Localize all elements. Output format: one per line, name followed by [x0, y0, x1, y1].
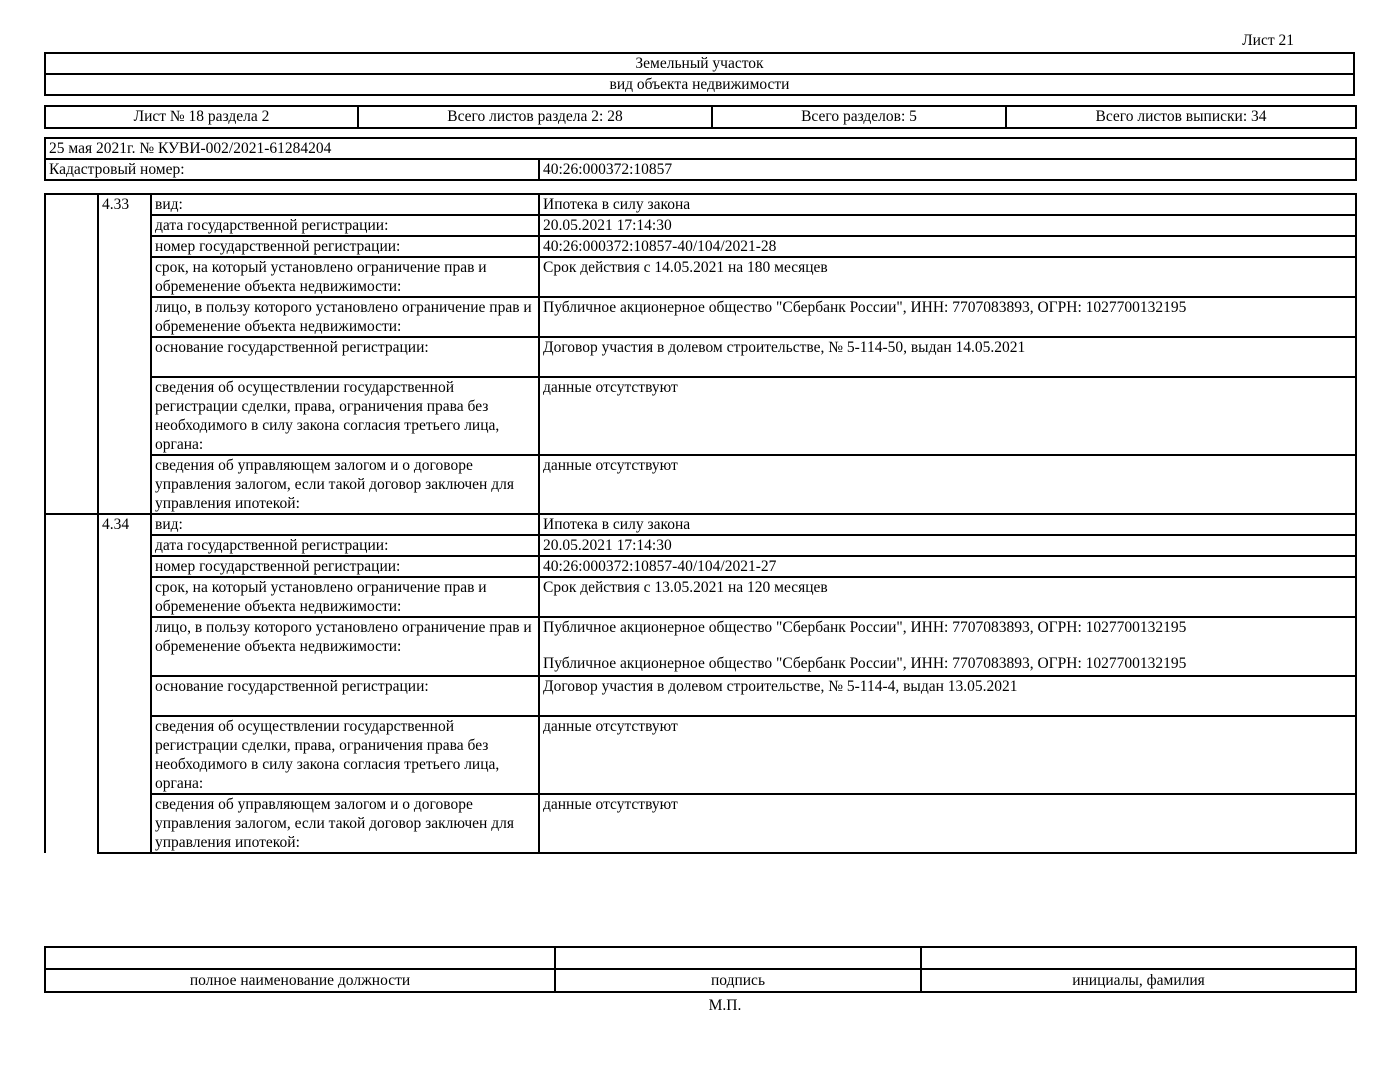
sheet-counters	[44, 105, 1357, 129]
object-title: Земельный участок	[45, 53, 1354, 74]
row-label: сведения об управляющем залогом и о договоре управления залогом, если такой договор заключен для управления ипотекой:	[151, 794, 539, 853]
row-value: Ипотека в силу закона	[539, 194, 1356, 215]
row-label: лицо, в пользу которого установлено ограничение прав и обременение объекта недвижимости:	[151, 297, 539, 337]
row-label: срок, на который установлено ограничение прав и обременение объекта недвижимости:	[151, 257, 539, 297]
signature-block	[44, 946, 1357, 993]
cadastral-label: Кадастровый номер:	[45, 159, 539, 180]
signature-field	[555, 947, 921, 969]
row-value: Срок действия с 13.05.2021 на 120 месяцев	[539, 577, 1356, 617]
table-row	[45, 194, 1356, 215]
extract-meta	[44, 137, 1357, 181]
row-label: дата государственной регистрации:	[151, 535, 539, 556]
table-row	[45, 377, 1356, 455]
row-label: основание государственной регистрации:	[151, 676, 539, 716]
name-caption: инициалы, фамилия	[921, 969, 1356, 992]
row-label: номер государственной регистрации:	[151, 556, 539, 577]
table-row	[45, 297, 1356, 337]
table-row	[45, 676, 1356, 716]
row-label: лицо, в пользу которого установлено ограничение прав и обременение объекта недвижимости:	[151, 617, 539, 676]
row-label: срок, на который установлено ограничение прав и обременение объекта недвижимости:	[151, 577, 539, 617]
row-value: Срок действия с 14.05.2021 на 180 месяцев	[539, 257, 1356, 297]
row-value: данные отсутствуют	[539, 377, 1356, 455]
table-row	[45, 535, 1356, 556]
row-value: Публичное акционерное общество "Сбербанк России", ИНН: 7707083893, ОГРН: 1027700132195	[539, 297, 1356, 337]
row-label: основание государственной регистрации:	[151, 337, 539, 377]
sheet-number: Лист 21	[1242, 32, 1294, 49]
sheet-of-section: Лист № 18 раздела 2	[45, 106, 358, 128]
signature-caption: подпись	[555, 969, 921, 992]
row-label: вид:	[151, 514, 539, 535]
table-row	[45, 716, 1356, 794]
beneficiary-line: Публичное акционерное общество "Сбербанк России", ИНН: 7707083893, ОГРН: 1027700132195	[543, 619, 1187, 636]
table-row	[45, 455, 1356, 514]
table-row	[45, 556, 1356, 577]
beneficiary-line: Публичное акционерное общество "Сбербанк России", ИНН: 7707083893, ОГРН: 1027700132195	[543, 655, 1187, 672]
row-value: 20.05.2021 17:14:30	[539, 215, 1356, 236]
table-row	[45, 337, 1356, 377]
table-row	[45, 215, 1356, 236]
position-caption: полное наименование должности	[45, 969, 555, 992]
row-value: данные отсутствуют	[539, 455, 1356, 514]
table-row	[45, 514, 1356, 535]
row-value: данные отсутствуют	[539, 716, 1356, 794]
row-label: дата государственной регистрации:	[151, 215, 539, 236]
table-row	[45, 794, 1356, 853]
row-value: 40:26:000372:10857-40/104/2021-27	[539, 556, 1356, 577]
row-label: номер государственной регистрации:	[151, 236, 539, 257]
row-value: 20.05.2021 17:14:30	[539, 535, 1356, 556]
section-sheets-total: Всего листов раздела 2: 28	[358, 106, 712, 128]
encumbrance-table	[44, 193, 1357, 854]
row-value: Договор участия в долевом строительстве, № 5-114-50, выдан 14.05.2021	[539, 337, 1356, 377]
row-label: сведения об осуществлении государственной регистрации сделки, права, ограничения права без необходимого в силу закона согласия третьего лица, органа:	[151, 377, 539, 455]
record-number: 4.33	[98, 194, 151, 514]
cadastral-value: 40:26:000372:10857	[539, 159, 1356, 180]
table-row	[45, 617, 1356, 676]
table-row	[45, 577, 1356, 617]
object-header	[44, 52, 1355, 96]
row-label: вид:	[151, 194, 539, 215]
table-row	[45, 257, 1356, 297]
sections-total: Всего разделов: 5	[712, 106, 1006, 128]
left-margin-cell	[45, 194, 98, 514]
table-row	[45, 236, 1356, 257]
row-value: Договор участия в долевом строительстве, № 5-114-4, выдан 13.05.2021	[539, 676, 1356, 716]
record-number: 4.34	[98, 514, 151, 853]
row-label: сведения об управляющем залогом и о договоре управления залогом, если такой договор заключен для управления ипотекой:	[151, 455, 539, 514]
row-value: Ипотека в силу закона	[539, 514, 1356, 535]
position-field	[45, 947, 555, 969]
name-field	[921, 947, 1356, 969]
stamp-place: М.П.	[708, 997, 742, 1014]
left-margin-cell	[45, 514, 98, 853]
row-value: 40:26:000372:10857-40/104/2021-28	[539, 236, 1356, 257]
row-value: данные отсутствуют	[539, 794, 1356, 853]
extract-date-number: 25 мая 2021г. № КУВИ-002/2021-61284204	[45, 138, 1356, 159]
extract-sheets-total: Всего листов выписки: 34	[1006, 106, 1356, 128]
object-subtitle: вид объекта недвижимости	[45, 74, 1354, 95]
row-label: сведения об осуществлении государственной регистрации сделки, права, ограничения права без необходимого в силу закона согласия третьего лица, органа:	[151, 716, 539, 794]
row-value-multi	[539, 617, 1356, 676]
